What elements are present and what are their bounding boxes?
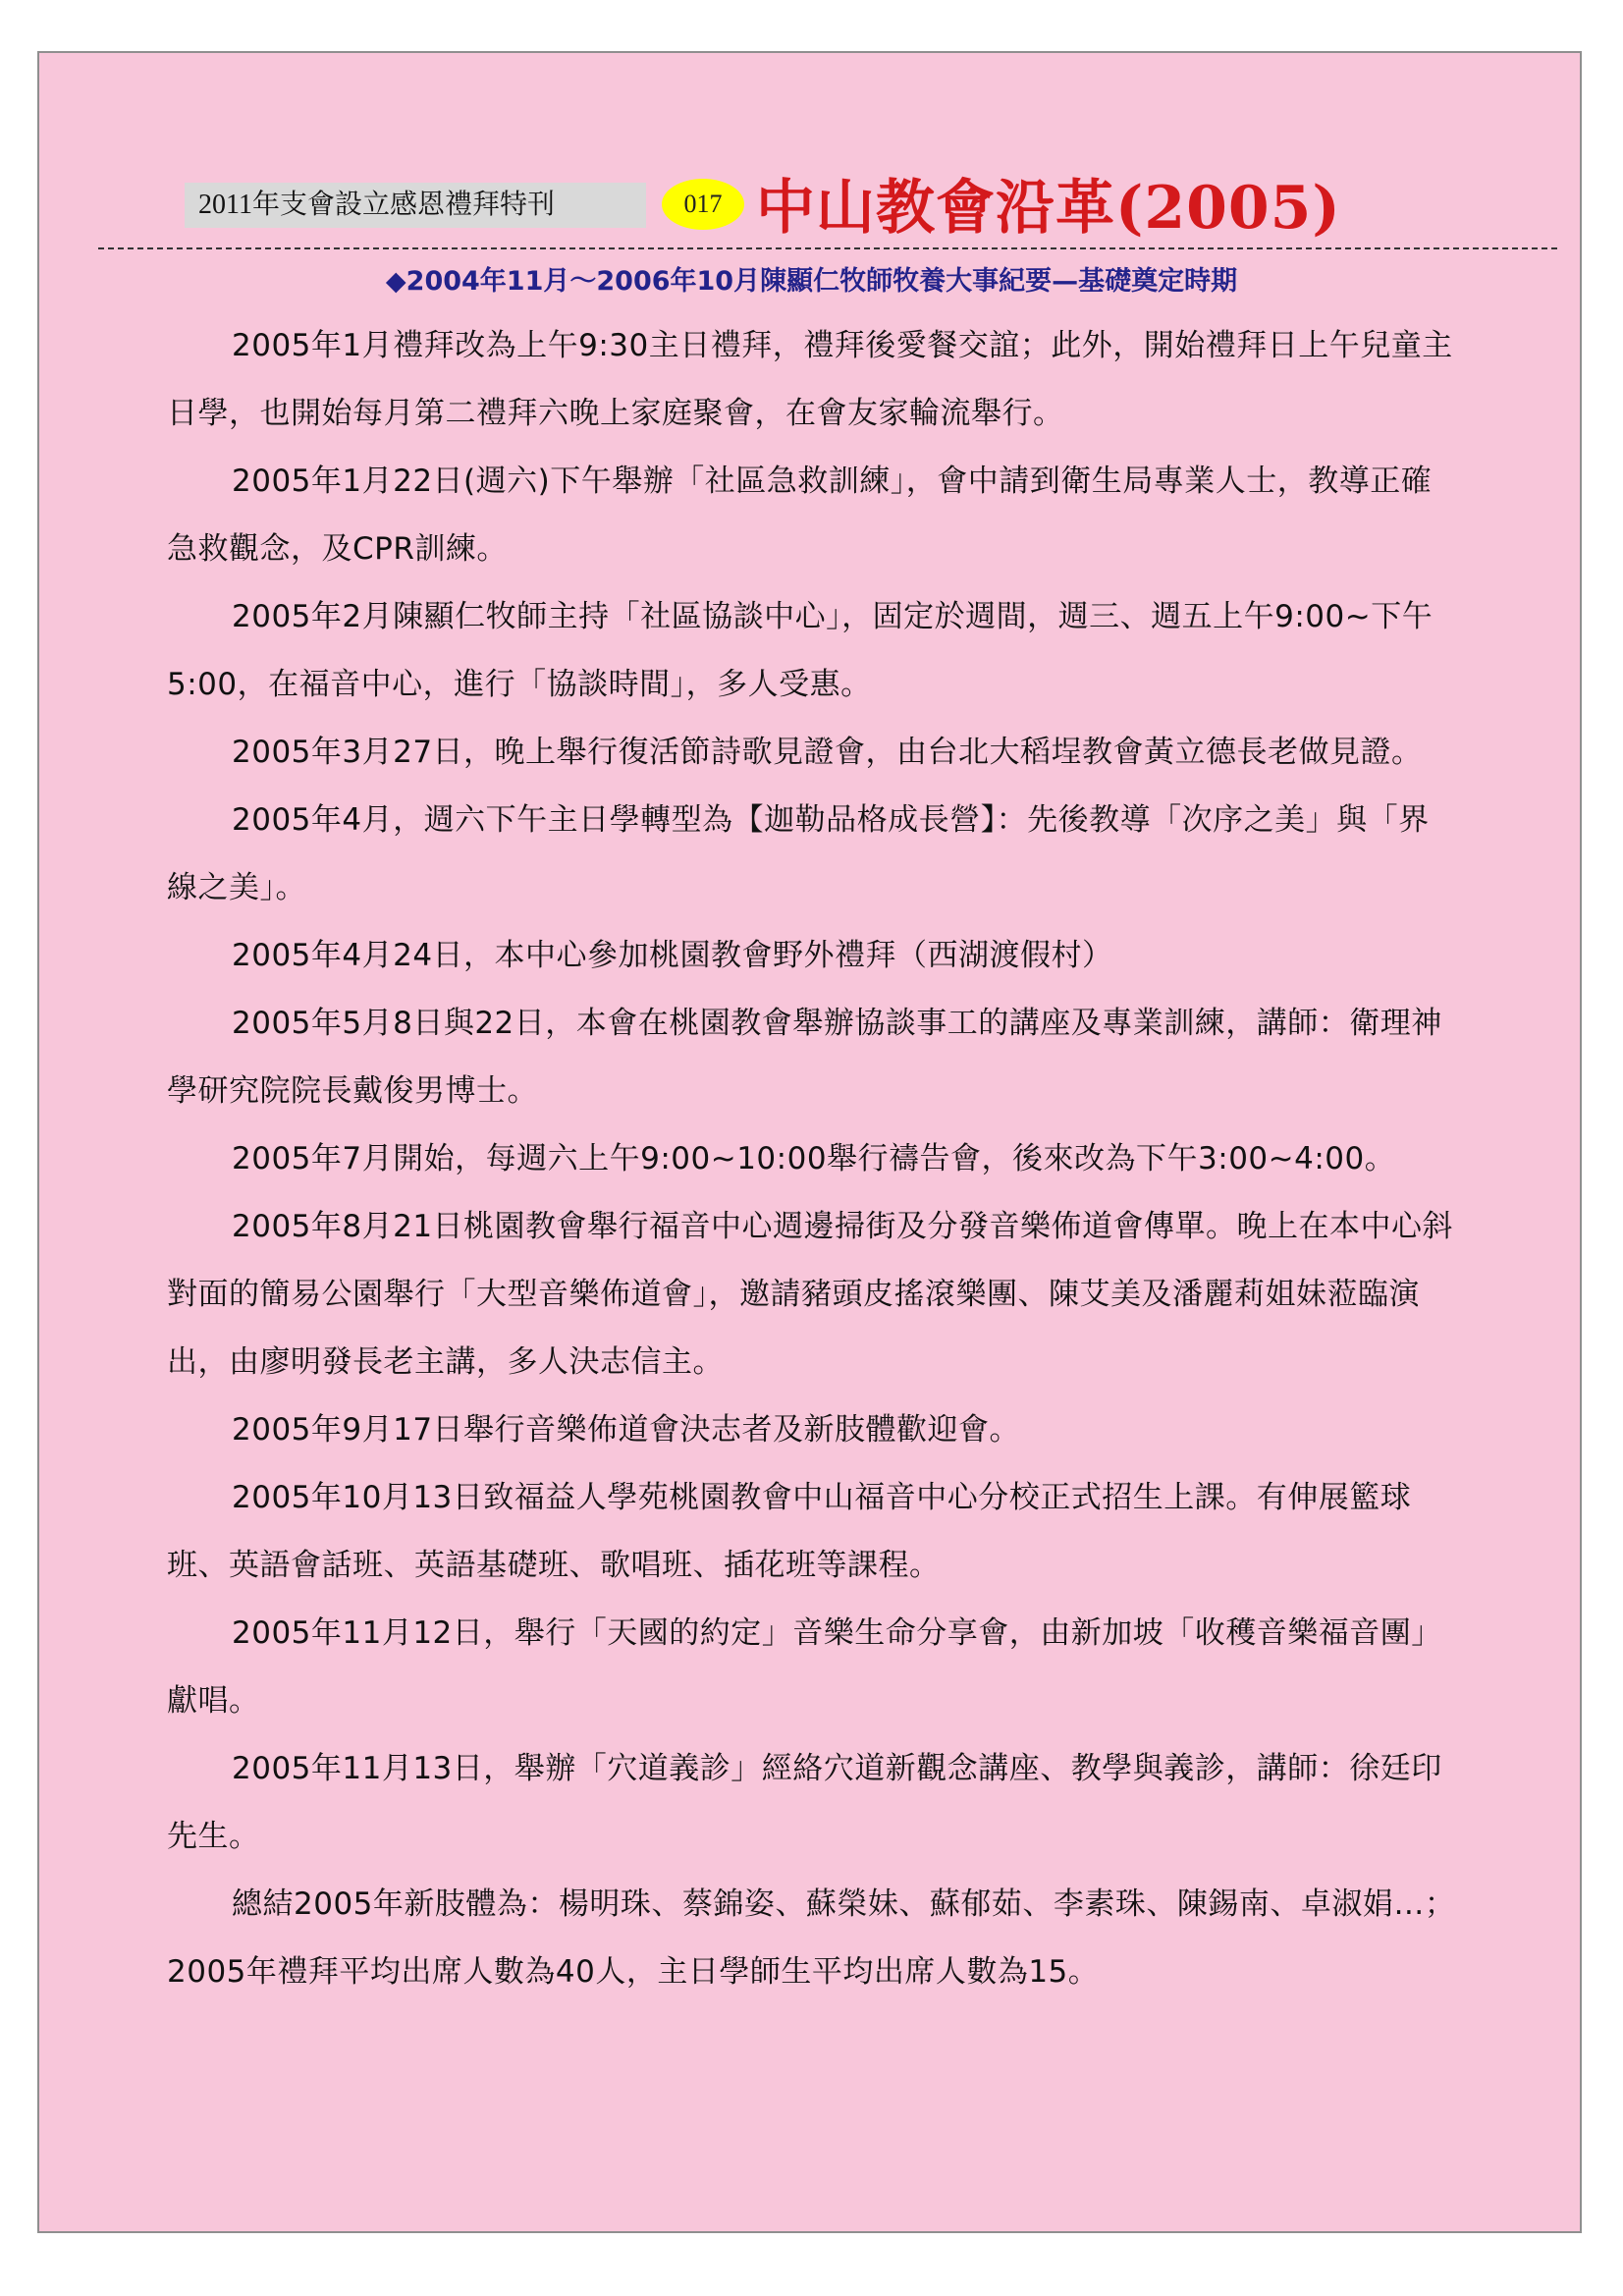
article-body xyxy=(167,312,1459,2006)
paragraph: 2005年5月8日與22日，本會在桃園教會舉辦協談事工的講座及專業訓練，講師：衛理神學研究院院長戴俊男博士。 xyxy=(167,1006,1442,1109)
paragraph: 2005年3月27日，晚上舉行復活節詩歌見證會，由台北大稻埕教會黃立德長老做見證。 xyxy=(232,735,1423,770)
magazine-label: 2011年支會設立感恩禮拜特刊 xyxy=(185,183,646,228)
paragraph: 2005年2月陳顯仁牧師主持「社區協談中心」，固定於週間，週三、週五上午9:00~下午5:00，在福音中心，進行「協談時間」，多人受惠。 xyxy=(167,599,1434,702)
paragraph: 2005年4月24日，本中心參加桃園教會野外禮拜（西湖渡假村） xyxy=(232,938,1113,973)
paragraph: 2005年11月12日，舉行「天國的約定」音樂生命分享會，由新加坡「收穫音樂福音團」獻唱。 xyxy=(167,1615,1442,1719)
paragraph: 2005年9月17日舉行音樂佈道會決志者及新肢體歡迎會。 xyxy=(232,1412,1021,1448)
paragraph: 2005年11月13日，舉辦「穴道義診」經絡穴道新觀念講座、教學與義診，講師：徐廷印先生。 xyxy=(167,1751,1442,1854)
paragraph: 2005年10月13日致福益人學苑桃園教會中山福音中心分校正式招生上課。有伸展籃球班、英語會話班、英語基礎班、歌唱班、插花班等課程。 xyxy=(167,1480,1412,1583)
paragraph: 總結2005年新肢體為：楊明珠、蔡錦姿、蘇榮妹、蘇郁茹、李素珠、陳錫南、卓淑娟…；2005年禮拜平均出席人數為40人，主日學師生平均出席人數為15。 xyxy=(167,1886,1456,1990)
paragraph: 2005年1月22日(週六)下午舉辦「社區急救訓練」，會中請到衛生局專業人士，教導正確急救觀念，及CPR訓練。 xyxy=(167,464,1433,567)
page-header xyxy=(185,165,1559,244)
paragraph: 2005年7月開始，每週六上午9:00~10:00舉行禱告會，後來改為下午3:00~4:00。 xyxy=(232,1141,1396,1176)
paragraph: 2005年1月禮拜改為上午9:30主日禮拜，禮拜後愛餐交誼；此外，開始禮拜日上午兒童主日學，也開始每月第二禮拜六晚上家庭聚會，在會友家輪流舉行。 xyxy=(167,328,1453,431)
paragraph: 2005年8月21日桃園教會舉行福音中心週邊掃街及分發音樂佈道會傳單。晚上在本中心斜對面的簡易公園舉行「大型音樂佈道會」，邀請豬頭皮搖滾樂團、陳艾美及潘麗莉姐妹蒞臨演出，由廖明發長老主講，多人決志信主。 xyxy=(167,1209,1454,1380)
page-title: 中山教會沿革(2005) xyxy=(756,174,1341,243)
page-number-badge: 017 xyxy=(662,179,744,230)
section-subtitle: ◆2004年11月～2006年10月陳顯仁牧師牧養大事紀要—基礎奠定時期 xyxy=(385,266,1238,297)
header-divider xyxy=(98,247,1557,249)
paragraph: 2005年4月，週六下午主日學轉型為【迦勒品格成長營】：先後教導「次序之美」與「界線之美」。 xyxy=(167,802,1430,905)
